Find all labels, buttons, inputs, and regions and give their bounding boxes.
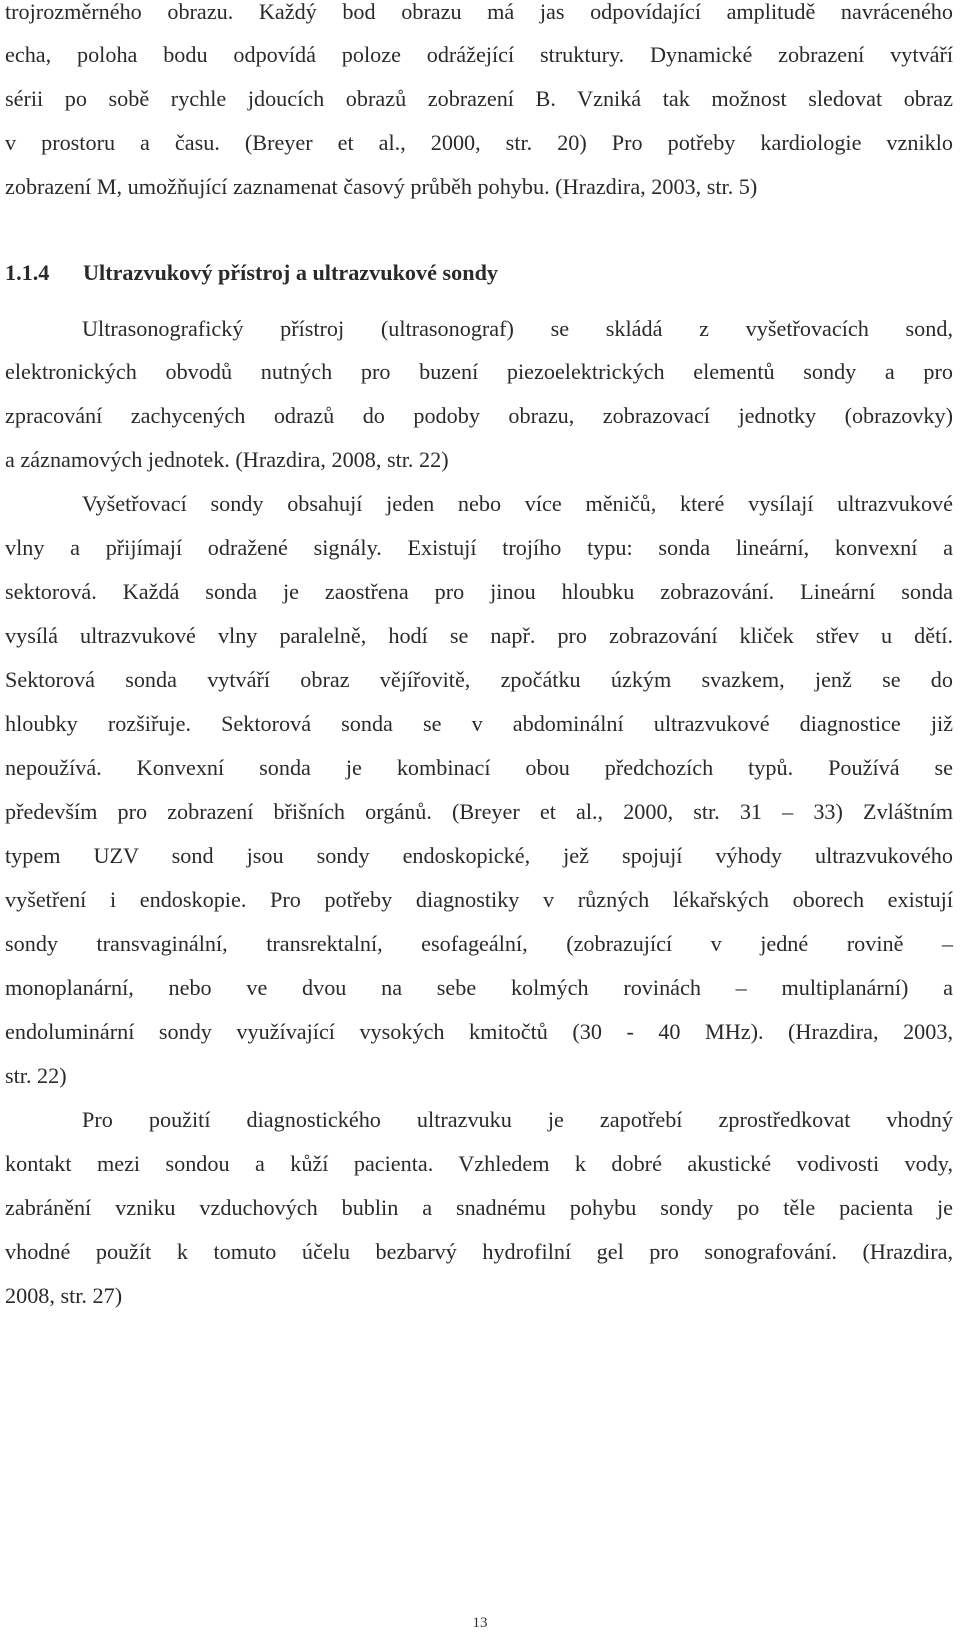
page-number: 13 <box>472 1615 488 1631</box>
text-line: Vyšetřovací sondy obsahují jeden nebo více měničů, které vysílají ultrazvukové <box>82 491 953 516</box>
text-line: sektorová. Každá sonda je zaostřena pro jinou hloubku zobrazování. Lineární sonda <box>5 579 953 604</box>
text-line: elektronických obvodů nutných pro buzení piezoelektrických elementů sondy a pro <box>5 359 953 384</box>
text-line: 2008, str. 27) <box>5 1283 123 1308</box>
section-heading <box>5 258 953 288</box>
text-line: hloubky rozšiřuje. Sektorová sonda se v abdominální ultrazvukové diagnostice již <box>5 711 953 736</box>
text-line: vhodné použít k tomuto účelu bezbarvý hydrofilní gel pro sonografování. (Hrazdira, <box>5 1239 953 1264</box>
text-line: vyšetření i endoskopie. Pro potřeby diagnostiky v různých lékařských oborech existují <box>5 887 953 912</box>
text-line: monoplanární, nebo ve dvou na sebe kolmých rovinách – multiplanární) a <box>5 975 953 1000</box>
section-number: 1.1.4 <box>5 260 50 285</box>
text-line: zpracování zachycených odrazů do podoby obrazu, zobrazovací jednotky (obrazovky) <box>5 403 953 428</box>
text-line: kontakt mezi sondou a kůží pacienta. Vzhledem k dobré akustické vodivosti vody, <box>5 1151 953 1176</box>
text-line: typem UZV sond jsou sondy endoskopické, jež spojují výhody ultrazvukového <box>5 843 953 868</box>
text-line: str. 22) <box>5 1063 67 1088</box>
text-line: echa, poloha bodu odpovídá poloze odrážející struktury. Dynamické zobrazení vytváří <box>5 42 953 67</box>
text-line: nepoužívá. Konvexní sonda je kombinací obou předchozích typů. Používá se <box>5 755 953 780</box>
text-line: Pro použití diagnostického ultrazvuku je zapotřebí zprostředkovat vhodný <box>82 1107 953 1132</box>
text-line: zobrazení M, umožňující zaznamenat časový průběh pohybu. (Hrazdira, 2003, str. 5) <box>5 174 758 199</box>
text-line: a záznamových jednotek. (Hrazdira, 2008, str. 22) <box>5 447 449 472</box>
text-line: vysílá ultrazvukové vlny paralelně, hodí se např. pro zobrazování kliček střev u dětí. <box>5 623 953 648</box>
text-line: v prostoru a času. (Breyer et al., 2000, str. 20) Pro potřeby kardiologie vzniklo <box>5 130 953 155</box>
text-line: vlny a přijímají odražené signály. Existují trojího typu: sonda lineární, konvexní a <box>5 535 953 560</box>
text-line: sondy transvaginální, transrektalní, esofageální, (zobrazující v jedné rovině – <box>5 931 953 956</box>
text-line: především pro zobrazení břišních orgánů. (Breyer et al., 2000, str. 31 – 33) Zvláštním <box>5 799 953 824</box>
text-line: trojrozměrného obrazu. Každý bod obrazu má jas odpovídající amplitudě navráceného <box>5 0 953 24</box>
section-title: Ultrazvukový přístroj a ultrazvukové sondy <box>83 260 498 285</box>
text-line: endoluminární sondy využívající vysokých kmitočtů (30 - 40 MHz). (Hrazdira, 2003, <box>5 1019 953 1044</box>
text-line: Ultrasonografický přístroj (ultrasonograf) se skládá z vyšetřovacích sond, <box>82 316 953 341</box>
text-line: zabránění vzniku vzduchových bublin a snadnému pohybu sondy po těle pacienta je <box>5 1195 953 1220</box>
text-line: sérii po sobě rychle jdoucích obrazů zobrazení B. Vzniká tak možnost sledovat obraz <box>5 86 953 111</box>
text-line: Sektorová sonda vytváří obraz vějířovitě, zpočátku úzkým svazkem, jenž se do <box>5 667 953 692</box>
